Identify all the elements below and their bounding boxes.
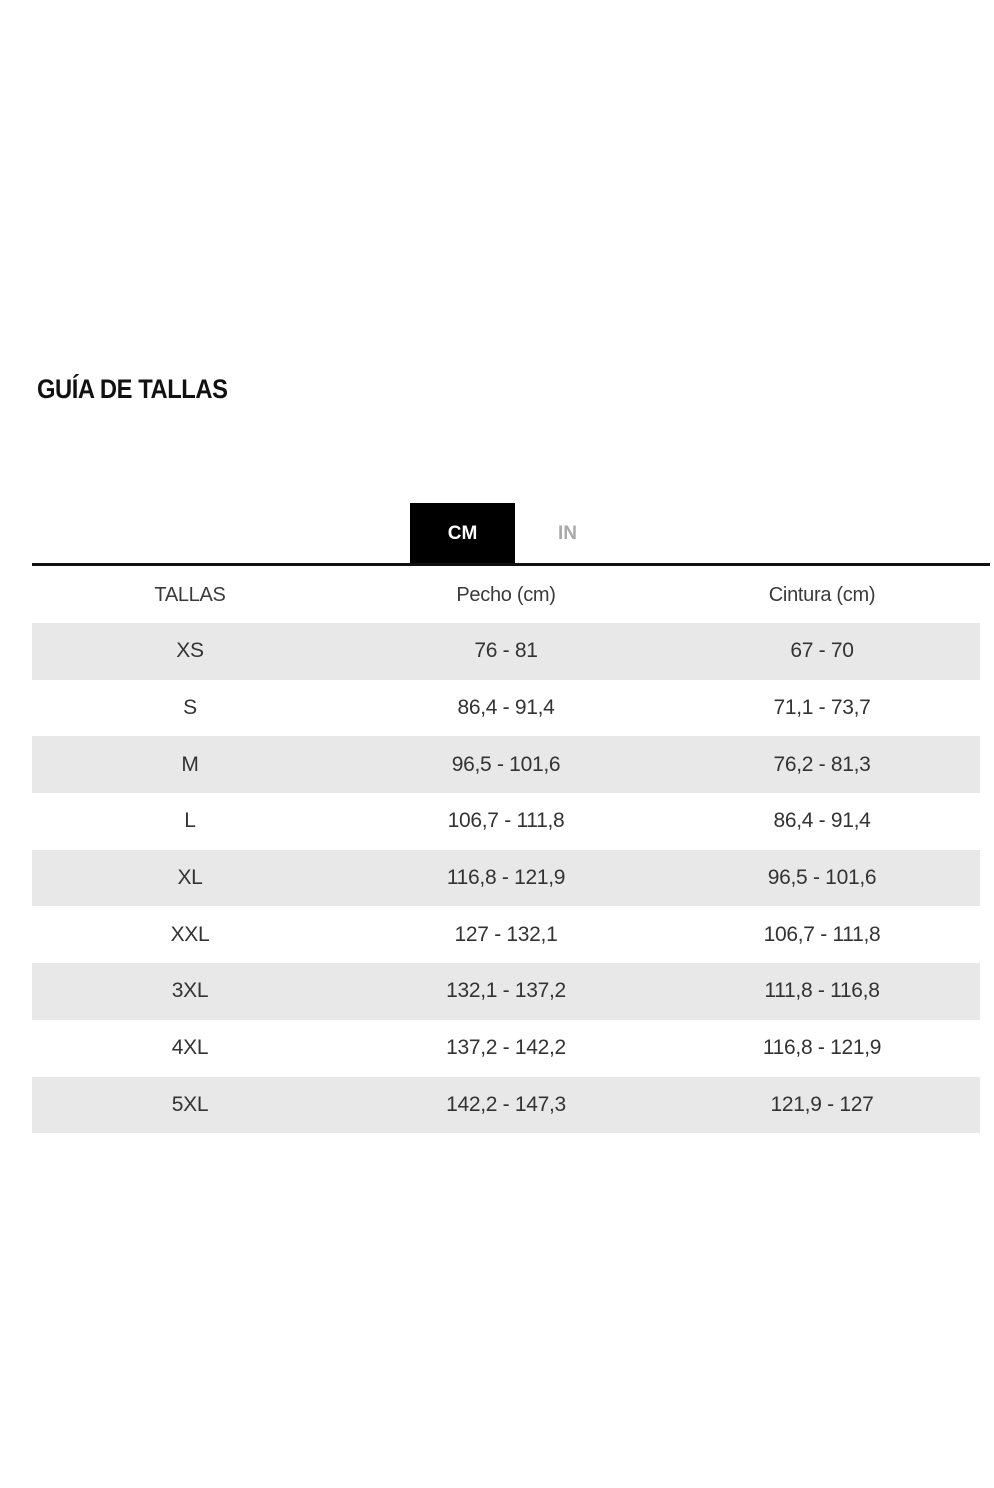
size-table: [32, 568, 980, 1133]
waist-cell: 86,4 - 91,4: [773, 809, 871, 833]
table-row: [32, 680, 980, 737]
divider: [32, 563, 990, 566]
size-cell: M: [181, 752, 199, 776]
waist-cell: 116,8 - 121,9: [762, 1036, 882, 1060]
size-cell: XL: [177, 866, 203, 890]
size-cell: L: [184, 809, 196, 833]
size-cell: 4XL: [171, 1036, 209, 1060]
size-cell: 5XL: [171, 1092, 209, 1116]
table-row: [32, 1020, 980, 1077]
chest-cell: 76 - 81: [474, 639, 538, 663]
table-row: [32, 963, 980, 1020]
chest-cell: 127 - 132,1: [454, 922, 558, 946]
waist-cell: 111,8 - 116,8: [764, 979, 880, 1003]
chest-cell: 116,8 - 121,9: [446, 866, 566, 890]
waist-cell: 76,2 - 81,3: [773, 752, 871, 776]
tab-in[interactable]: IN: [558, 522, 577, 544]
chest-cell: 86,4 - 91,4: [457, 696, 555, 720]
size-cell: S: [183, 696, 197, 720]
waist-cell: 96,5 - 101,6: [767, 866, 877, 890]
page-title: GUÍA DE TALLAS: [37, 374, 228, 404]
table-row: [32, 850, 980, 907]
table-body: [32, 623, 980, 1133]
table-row: [32, 623, 980, 680]
table-row: [32, 793, 980, 850]
unit-tabs: [410, 503, 620, 564]
table-row: [32, 736, 980, 793]
size-cell: XS: [176, 639, 204, 663]
chest-cell: 96,5 - 101,6: [451, 752, 561, 776]
chest-cell: 106,7 - 111,8: [447, 809, 565, 833]
header-tallas: TALLAS: [154, 584, 226, 606]
waist-cell: 71,1 - 73,7: [773, 696, 871, 720]
chest-cell: 132,1 - 137,2: [446, 979, 566, 1003]
header-pecho: Pecho (cm): [456, 584, 556, 606]
tab-cm[interactable]: CM: [410, 503, 515, 564]
waist-cell: 106,7 - 111,8: [763, 922, 881, 946]
chest-cell: 142,2 - 147,3: [446, 1092, 566, 1116]
header-cintura: Cintura (cm): [768, 584, 876, 606]
table-header-row: [32, 568, 980, 623]
size-cell: 3XL: [171, 979, 209, 1003]
size-cell: XXL: [170, 922, 210, 946]
chest-cell: 137,2 - 142,2: [446, 1036, 566, 1060]
table-row: [32, 906, 980, 963]
table-row: [32, 1077, 980, 1134]
waist-cell: 121,9 - 127: [770, 1092, 874, 1116]
waist-cell: 67 - 70: [790, 639, 854, 663]
